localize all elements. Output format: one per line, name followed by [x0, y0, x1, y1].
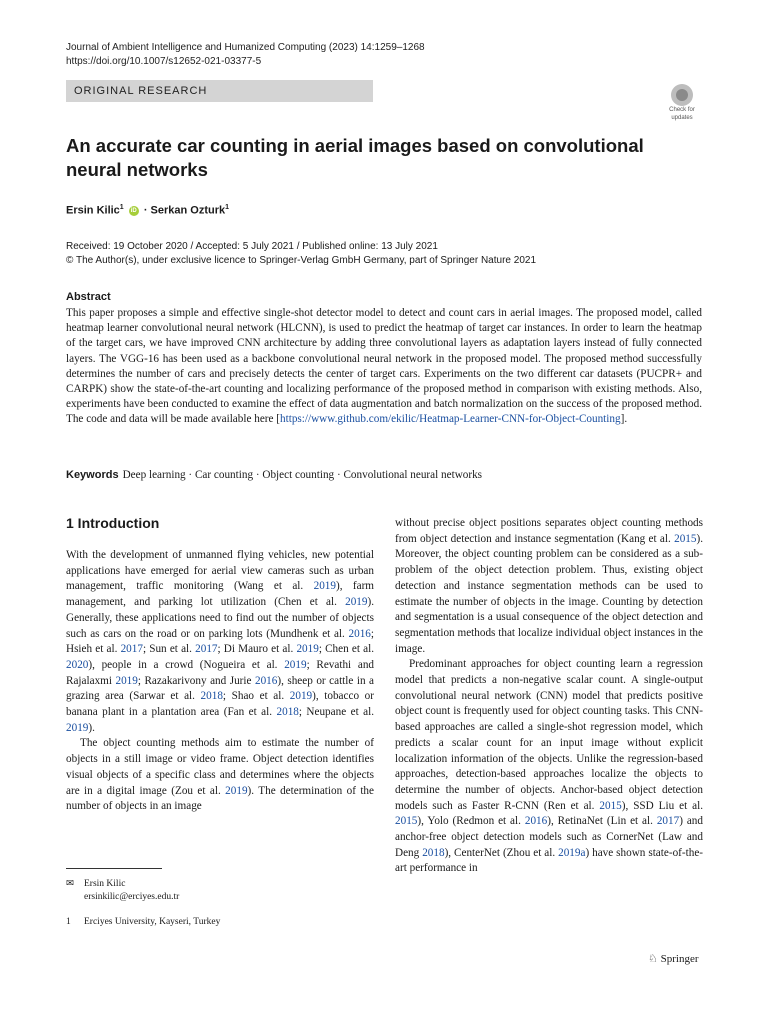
abstract-end: ].: [620, 413, 628, 426]
citation-link[interactable]: 2016: [254, 674, 278, 687]
abstract-body: [66, 306, 702, 428]
text-segment: ), RetinaNet (Lin et al.: [547, 815, 657, 828]
intro-paragraph-4: [395, 657, 703, 877]
text-segment: ; Chen et al.: [318, 643, 375, 656]
author-1-affil: 1: [119, 204, 124, 211]
citation-link[interactable]: 2018: [422, 846, 445, 859]
author-1[interactable]: Ersin Kilic: [66, 204, 120, 217]
citation-link[interactable]: 2016: [348, 627, 371, 640]
corresponding-author-note: [66, 878, 179, 904]
text-segment: ), CenterNet (Zhou et al.: [444, 846, 559, 859]
citation-link[interactable]: 2018: [276, 706, 299, 719]
citation-link[interactable]: 2020: [66, 658, 89, 671]
keywords-label: Keywords: [66, 469, 119, 481]
text-segment: Predominant approaches for object counting learn a regression model that predicts a non-negative scalar count. A single-output convolutional neural network (CNN) model that predicts positive object count is frequently used for object counting tasks. This CNN-based approaches are called a single-shot regression model, which predicts a scalar count for an input image without explicit localization information of the objects. Unlike the regression-based approaches, detection-based approaches localize the objects to determine the number of objects. Anchor-based object detection models such as Faster R-CNN (Ren et al.: [395, 658, 703, 812]
crossmark-icon: [671, 84, 693, 106]
keywords: [66, 469, 482, 481]
article-type-banner: ORIGINAL RESEARCH: [66, 80, 373, 102]
citation-link[interactable]: 2017: [120, 643, 143, 656]
citation-link[interactable]: 2017: [656, 815, 680, 828]
paper-title: An accurate car counting in aerial images based on convolutional neural networks: [66, 135, 644, 180]
doi-link[interactable]: https://doi.org/10.1007/s12652-021-03377-5: [66, 56, 262, 67]
author-2[interactable]: Serkan Ozturk: [150, 204, 226, 217]
publisher-logo: [648, 952, 699, 965]
left-column: [66, 548, 374, 815]
text-segment: ). The determination of the number of objects in an image: [66, 784, 374, 813]
footnote-rule: [66, 868, 162, 869]
copyright-line: © The Author(s), under exclusive licence to Springer-Verlag GmbH Germany, part of Springer Nature 2021: [66, 255, 536, 266]
citation-link[interactable]: 2019: [284, 658, 307, 671]
text-segment: ; Revathi and Rajalaxmi: [66, 658, 375, 687]
check-for-updates-badge[interactable]: [663, 84, 701, 124]
citation-link[interactable]: 2015: [599, 799, 622, 812]
author-separator: ·: [140, 204, 151, 217]
text-segment: ), Yolo (Redmon et al.: [417, 815, 525, 828]
citation-link[interactable]: 2019a: [558, 846, 586, 859]
citation-link[interactable]: 2016: [524, 815, 548, 828]
text-segment: ), sheep or cattle in a grazing area (Sarwar et al.: [66, 674, 375, 703]
corresponding-author-name: Ersin Kilic: [84, 879, 126, 889]
citation-link[interactable]: 2019: [313, 580, 336, 593]
envelope-icon: ✉: [66, 879, 74, 889]
corresponding-author-email[interactable]: ersinkilic@erciyes.edu.tr: [84, 892, 180, 902]
citation-link[interactable]: 2015: [395, 815, 418, 828]
text-segment: ). Moreover, the object counting problem can be considered as a sub-problem of the object detection problem. Thus, existing object detection and instance segmentation methods can be used to estimate the number of objects in the image. Counting by detection and segmentation is a usual consequence of the object detection and segmentation methods that localize individual object instances in the image.: [395, 532, 703, 655]
text-segment: ; Di Mauro et al.: [217, 643, 297, 656]
code-link[interactable]: https://www.github.com/ekilic/Heatmap-Learner-CNN-for-Object-Counting: [280, 413, 621, 426]
citation-link[interactable]: 2015: [674, 532, 697, 545]
author-list: [66, 204, 229, 217]
citation-link[interactable]: 2019: [289, 690, 313, 703]
right-column: [395, 516, 703, 877]
author-2-affil: 1: [225, 204, 230, 211]
intro-paragraph-1: [66, 548, 374, 736]
keywords-text: Deep learning · Car counting · Object counting · Convolutional neural networks: [122, 469, 483, 481]
affiliation-mark: 1: [66, 917, 71, 927]
citation-link[interactable]: 2019: [115, 674, 138, 687]
journal-citation: Journal of Ambient Intelligence and Humanized Computing (2023) 14:1259–1268: [66, 42, 425, 53]
citation-link[interactable]: 2019: [296, 643, 319, 656]
text-segment: ) have shown state-of-the-art performance in: [395, 846, 704, 875]
abstract-text: This paper proposes a simple and effective single-shot detector model to detect and count cars in aerial images. The proposed model, called heatmap learner convolutional neural network (HLCNN), is used to predict the heatmap of target car instances. In order to learn the heatmap of the target cars, we have improved CNN architecture by adding three convolutional layers as adaptation layers instead of fully connected layers. The VGG-16 has been used as a backbone convolutional neural network in the proposed model. The proposed method successfully determines the number of cars and precisely detects the center of target cars. Experiments on the two different car datasets (PUCPR+ and CARPK) show the state-of-the-art counting and localizing performance of the proposed method in comparison with existing methods. Also, experiments have been conducted to examine the effect of data augmentation and batch normalization on the success of the proposed method. The code and data will be made available here [: [66, 307, 702, 426]
publisher-name: Springer: [660, 953, 699, 965]
citation-link[interactable]: 2018: [200, 690, 223, 703]
citation-link[interactable]: 2019: [225, 784, 248, 797]
text-segment: The object counting methods aim to estimate the number of objects in a still image or video frame. Object detection identifies visual objects of a specific class and determines where the objects are in a digital image (Zou et al.: [66, 737, 374, 797]
text-segment: ; Sun et al.: [142, 643, 196, 656]
text-segment: ), people in a crowd (Nogueira et al.: [88, 658, 285, 671]
springer-horse-icon: ♘: [648, 953, 658, 965]
badge-line2: updates: [671, 115, 693, 121]
text-segment: ), SSD Liu et al.: [621, 799, 703, 812]
affiliation-note: [66, 916, 220, 929]
text-segment: ), tobacco or banana plant in a plantation area (Fan et al.: [66, 690, 374, 719]
text-segment: ), farm management, and parking lot utilization (Chen et al.: [66, 580, 374, 609]
citation-link[interactable]: 2017: [195, 643, 218, 656]
citation-link[interactable]: 2019: [66, 721, 89, 734]
text-segment: ; Neupane et al.: [298, 706, 375, 719]
text-segment: ) and anchor-free object detection models such as CornerNet (Law and Deng: [395, 815, 703, 859]
text-segment: ; Shao et al.: [222, 690, 290, 703]
citation-link[interactable]: 2019: [345, 596, 368, 609]
affiliation-text: Erciyes University, Kayseri, Turkey: [84, 917, 221, 927]
publication-dates: [66, 240, 536, 268]
journal-header: [66, 41, 425, 69]
history-dates: Received: 19 October 2020 / Accepted: 5 July 2021 / Published online: 13 July 2021: [66, 241, 438, 252]
text-segment: ; Hsieh et al.: [66, 627, 374, 656]
text-segment: ; Razakarivony and Jurie: [137, 674, 255, 687]
text-segment: without precise object positions separates object counting methods from object detection and instance segmentation (Kang et al.: [395, 517, 703, 545]
badge-line1: Check for: [669, 107, 695, 113]
text-segment: ). Generally, these applications need to find out the number of objects such as cars on the road or on parking lots (Mundhenk et al.: [66, 596, 374, 640]
orcid-icon[interactable]: iD: [130, 207, 137, 214]
text-segment: ).: [88, 721, 95, 734]
intro-paragraph-3: [395, 516, 703, 657]
section-heading: 1 Introduction: [66, 515, 160, 531]
intro-paragraph-2: [66, 736, 374, 815]
abstract-heading: Abstract: [66, 291, 111, 303]
text-segment: With the development of unmanned flying vehicles, new potential applications have emerged for aerial view cameras such as urban management, traffic monitoring (Wang et al.: [66, 549, 374, 593]
